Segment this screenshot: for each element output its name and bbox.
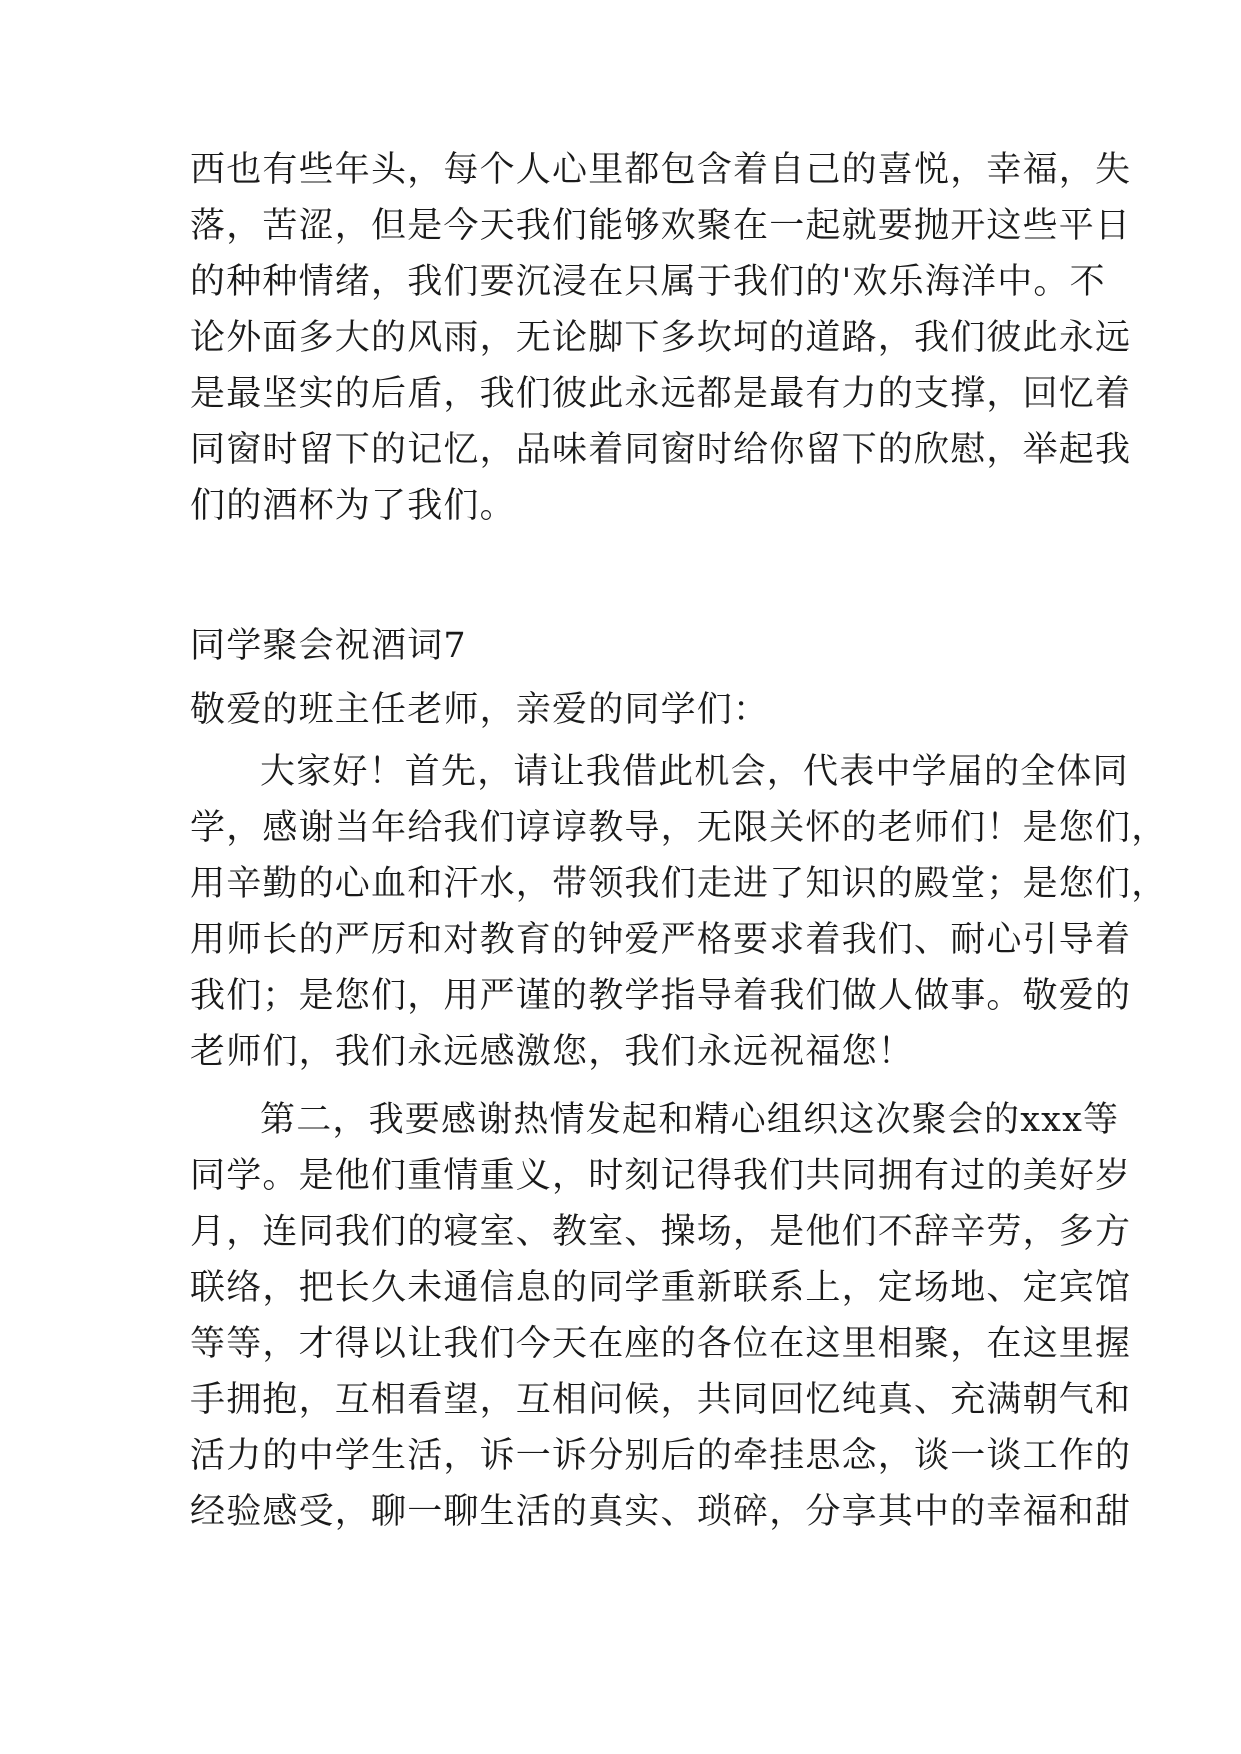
salutation: 敬爱的班主任老师，亲爱的同学们：: [190, 690, 770, 730]
paragraph-line: 月，连同我们的寝室、教室、操场，是他们不辞辛劳，多方: [190, 1212, 1132, 1252]
paragraph-line: 用辛勤的心血和汗水，带领我们走进了知识的殿堂；是您们，: [190, 864, 1168, 904]
paragraph-line: 论外面多大的风雨，无论脚下多坎坷的道路，我们彼此永远: [190, 318, 1132, 358]
paragraph-line: 联络，把长久未通信息的同学重新联系上，定场地、定宾馆: [190, 1268, 1132, 1308]
paragraph-line: 第二，我要感谢热情发起和精心组织这次聚会的xxx等: [260, 1100, 1120, 1140]
paragraph-line: 老师们，我们永远感激您，我们永远祝福您！: [190, 1032, 915, 1072]
paragraph-line: 的种种情绪，我们要沉浸在只属于我们的'欢乐海洋中。不: [190, 262, 1106, 302]
paragraph-line: 大家好！首先，请让我借此机会，代表中学届的全体同: [260, 752, 1129, 792]
paragraph-line: 同窗时留下的记忆，品味着同窗时给你留下的欣慰，举起我: [190, 430, 1132, 470]
paragraph-line: 同学。是他们重情重义，时刻记得我们共同拥有过的美好岁: [190, 1156, 1132, 1196]
paragraph-line: 用师长的严厉和对教育的钟爱严格要求着我们、耐心引导着: [190, 920, 1132, 960]
paragraph-line: 西也有些年头，每个人心里都包含着自己的喜悦，幸福，失: [190, 150, 1132, 190]
paragraph-line: 落，苦涩，但是今天我们能够欢聚在一起就要抛开这些平日: [190, 206, 1132, 246]
paragraph-line: 们的酒杯为了我们。: [190, 486, 516, 526]
paragraph-line: 经验感受，聊一聊生活的真实、琐碎，分享其中的幸福和甜: [190, 1492, 1132, 1532]
paragraph-line: 我们；是您们，用严谨的教学指导着我们做人做事。敬爱的: [190, 976, 1132, 1016]
paragraph-line: 等等，才得以让我们今天在座的各位在这里相聚，在这里握: [190, 1324, 1132, 1364]
paragraph-line: 是最坚实的后盾，我们彼此永远都是最有力的支撑，回忆着: [190, 374, 1132, 414]
paragraph-line: 学，感谢当年给我们谆谆教导，无限关怀的老师们！是您们，: [190, 808, 1168, 848]
section-heading: 同学聚会祝酒词7: [190, 626, 467, 666]
paragraph-line: 手拥抱，互相看望，互相问候，共同回忆纯真、充满朝气和: [190, 1380, 1132, 1420]
paragraph-line: 活力的中学生活，诉一诉分别后的牵挂思念，谈一谈工作的: [190, 1436, 1132, 1476]
